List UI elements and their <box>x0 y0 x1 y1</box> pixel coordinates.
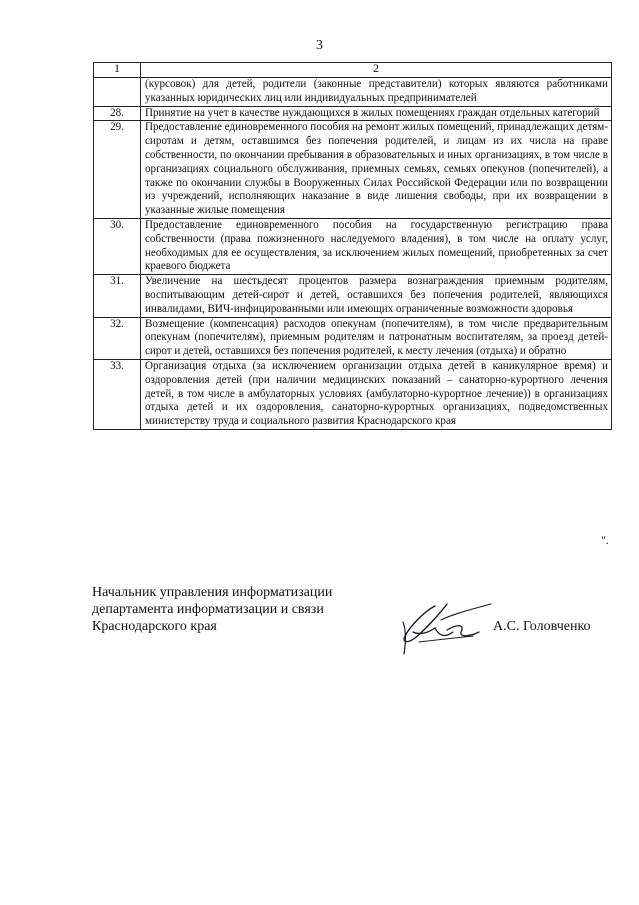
row-text: Предоставление единовременного пособия на государственную регистрацию права собственности (права пожизненного наследуемого владения), в том числе на оплату услуг, необходимых для ее осуществления, за исключением жилых помещений, приобретенных за счет краевого бюджета <box>141 218 612 274</box>
row-text: Возмещение (компенсация) расходов опекунам (попечителям), в том числе предварительным опекунам (попечителям), приемным родителям и патронатным воспитателям, за проезд детей-сирот и детей, оставшихся без попечения родителей, к месту лечения (отдыха) и обратно <box>141 317 612 359</box>
signatory-name: А.С. Головченко <box>493 619 591 634</box>
row-text: Увеличение на шестьдесят процентов размера вознаграждения приемным родителям, воспитывающим детей-сирот и детей, оставшихся без попечения родителей, являющихся инвалидами, ВИЧ-инфицированными или имеющих ограниченные возможности здоровья <box>141 275 612 317</box>
table-row <box>94 317 612 359</box>
row-number: 29. <box>94 121 141 219</box>
table-row <box>94 359 612 429</box>
table-row <box>94 106 612 121</box>
row-text: Организация отдыха (за исключением организации отдыха детей в каникулярное время) и оздоровления детей (при наличии медицинских показаний – санаторно-курортного лечения детей, в том числе в амбулаторных условиях (амбулаторно-курортное лечение)) в организациях отдыха детей и их оздоровления, санаторно-курортных организациях, подведомственных министерству труда и социального развития Краснодарского края <box>141 359 612 429</box>
row-number: 28. <box>94 106 141 121</box>
column-header-2: 2 <box>141 63 612 78</box>
row-number: 33. <box>94 359 141 429</box>
row-number: 31. <box>94 275 141 317</box>
row-number <box>94 78 141 107</box>
row-number: 32. <box>94 317 141 359</box>
row-number: 30. <box>94 218 141 274</box>
signatory-title-line-2: департамента информатизации и связи <box>92 602 324 617</box>
services-table <box>93 62 612 430</box>
table-row <box>94 275 612 317</box>
page-number: 3 <box>316 38 323 53</box>
signatory-title <box>92 584 332 635</box>
row-text: Принятие на учет в качестве нуждающихся в жилых помещениях граждан отдельных категорий <box>141 106 612 121</box>
row-text: (курсовок) для детей, родители (законные представители) которых являются работниками указанных юридических лиц или индивидуальных предпринимателей <box>141 78 612 107</box>
column-header-1: 1 <box>94 63 141 78</box>
table-row <box>94 78 612 107</box>
closing-quote: ". <box>601 533 609 547</box>
table-row <box>94 218 612 274</box>
row-text: Предоставление единовременного пособия на ремонт жилых помещений, принадлежащих детям-сиротам и детям, оставшимся без попечения родителей, и лицам из их числа на праве собственности, по окончании пребывания в образовательных и иных организациях, в том числе в организациях социального обслуживания, приемных семьях, семьях опекунов (попечителей), а также по окончании службы в Вооруженных Силах Российской Федерации или по возвращении из учреждений, исполняющих наказание в виде лишения свободы, при их возвращении в указанные жилые помещения <box>141 121 612 219</box>
table-header-row <box>94 63 612 78</box>
signatory-title-line-1: Начальник управления информатизации <box>92 585 333 600</box>
signatory-title-line-3: Краснодарского края <box>92 619 217 634</box>
handwritten-signature <box>395 592 495 660</box>
table-row <box>94 121 612 219</box>
